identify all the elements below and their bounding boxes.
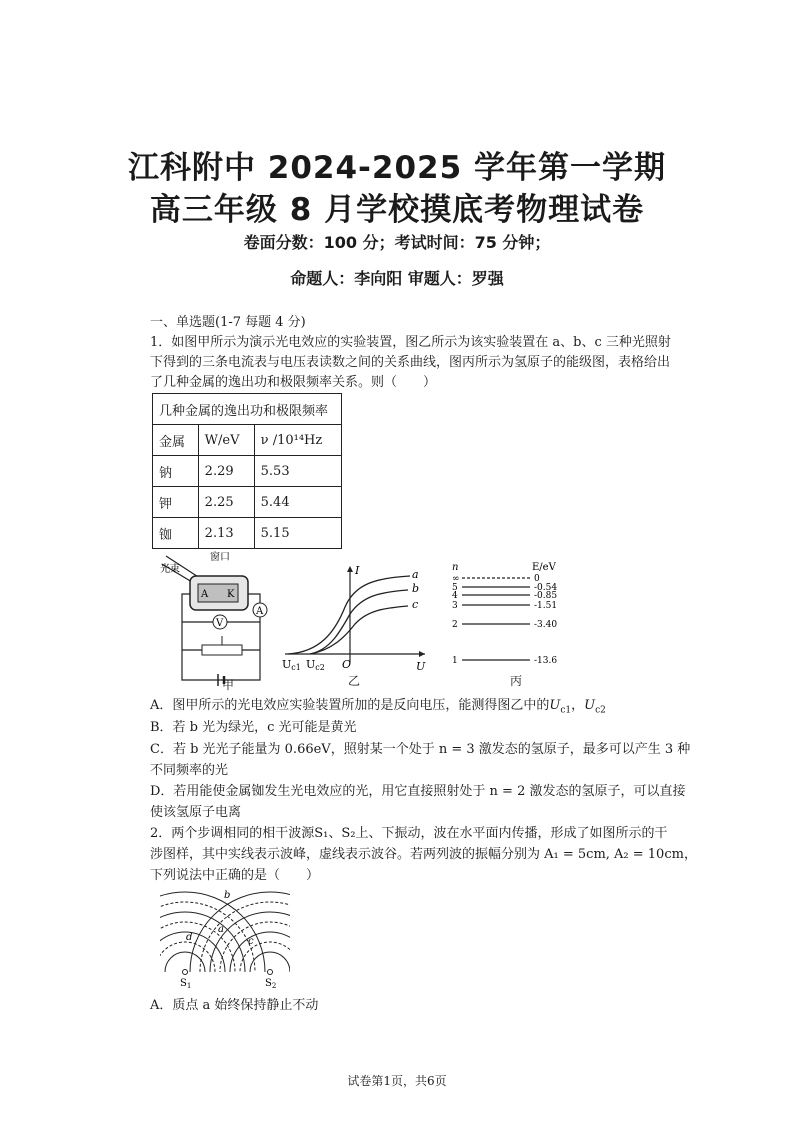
col-e-label: E/eV: [532, 562, 556, 573]
q1-stem-line1: 1．如图甲所示为演示光电效应的实验装置，图乙所示为该实验装置在 a、b、c 三种光照射: [150, 335, 671, 350]
window-label: 窗口: [210, 552, 230, 563]
authors-info: 命题人：李向阳 审题人：罗强: [290, 269, 504, 288]
table-header-cell: 金属: [153, 425, 199, 456]
q1-option-c-line1: C．若 b 光光子能量为 0.66eV，照射某一个处于 n = 3 激发态的氢原子，最多可以产生 3 种: [150, 742, 691, 757]
energy-level-n: ∞: [452, 574, 460, 584]
anode-label: A: [201, 589, 209, 600]
table-title: 几种金属的逸出功和极限频率: [153, 394, 342, 425]
point-d-label: d: [186, 932, 193, 943]
table-row: [153, 518, 342, 549]
table-row: [153, 487, 342, 518]
table-cell: 5.44: [254, 487, 341, 518]
source-s1-dot: [183, 970, 188, 975]
x-axis-arrow: [419, 651, 425, 657]
table-cell: 2.29: [198, 456, 254, 487]
q1-option-a: A．图甲所示的光电效应实验装置所加的是反向电压，能测得图乙中的$U_{c1}$，$U_{c2}$: [150, 698, 606, 716]
energy-level-n: 4: [452, 591, 458, 601]
table-row: [153, 456, 342, 487]
energy-level-e: -0.54: [534, 583, 558, 593]
fig-yi-iu-curves: [280, 562, 430, 672]
q1-option-b: B．若 b 光为绿光，c 光可能是黄光: [150, 720, 357, 735]
curve-label-b: b: [412, 582, 420, 595]
crest-circle-s1: [160, 932, 225, 990]
q2-stem-line1: 2．两个步调相同的相干波源S₁、S₂上、下振动，波在水平面内传播，形成了如图所示的干: [150, 826, 668, 841]
fig-yi-caption: 乙: [348, 674, 361, 688]
source-s2-dot: [268, 970, 273, 975]
curve-label-a: a: [412, 568, 419, 581]
q1-stem-line2: 下得到的三条电流表与电压表读数之间的关系曲线，图丙所示为氢原子的能级图，表格给出: [150, 355, 671, 370]
ammeter-label: A: [256, 606, 264, 617]
rheostat-icon: [202, 645, 242, 655]
q1-stem-line3: 了几种金属的逸出功和极限频率关系。则（ ）: [150, 375, 437, 390]
table-cell: 5.15: [254, 518, 341, 549]
table-cell: 2.25: [198, 487, 254, 518]
source-s2-label: $S_2$: [265, 978, 277, 990]
point-b-label: b: [224, 890, 231, 901]
tick-uc2: Uc2: [306, 658, 325, 672]
fig-jia-caption: 甲: [222, 678, 235, 692]
crest-circle-s2: [190, 892, 290, 990]
point-a-label: a: [218, 924, 224, 935]
q1-option-d-line2: 使该氢原子电离: [150, 805, 242, 820]
curve-label-c: c: [412, 598, 419, 611]
table-cell: 5.53: [254, 456, 341, 487]
tick-uc1: Uc1: [282, 658, 301, 672]
q1-option-c-line2: 不同频率的光: [150, 763, 229, 778]
table-header-cell: ν /10¹⁴Hz: [254, 425, 341, 456]
energy-level-e: -13.6: [534, 656, 558, 666]
energy-level-e: -3.40: [534, 620, 558, 630]
source-s1-label: $S_1$: [180, 978, 192, 990]
crest-circle-s2: [230, 932, 290, 990]
table-header-cell: W/eV: [198, 425, 254, 456]
section-heading: 一、单选题(1-7 每题 4 分): [150, 315, 306, 330]
q1-option-d-line1: D．若用能使金属铷发生光电效应的光，用它直接照射处于 n = 2 激发态的氢原子，可以直接: [150, 784, 686, 799]
energy-level-e: -0.85: [534, 591, 558, 601]
axis-x-label: U: [416, 660, 426, 672]
fig-bing-caption: 丙: [510, 674, 523, 688]
table-cell: 铷: [153, 518, 199, 549]
exam-title-line2: 高三年级 8 月学校摸底考物理试卷: [149, 192, 645, 228]
q2-stem-line3: 下列说法中正确的是（ ）: [150, 868, 320, 883]
energy-level-e: -1.51: [534, 601, 558, 611]
energy-level-n: 1: [452, 656, 458, 666]
metal-work-function-table: [152, 393, 342, 549]
fig-bing-energy-levels: [452, 560, 582, 672]
point-c-label: c: [248, 936, 254, 947]
q2-option-a: A．质点 a 始终保持静止不动: [150, 998, 319, 1013]
col-n-label: n: [452, 562, 459, 573]
cathode-label: K: [227, 589, 235, 600]
table-header-row: [153, 425, 342, 456]
table-cell: 钠: [153, 456, 199, 487]
score-time-info: 卷面分数：100 分；考试时间：75 分钟；: [243, 233, 551, 252]
page-footer: 试卷第1页，共6页: [347, 1074, 447, 1088]
beam-label: 光束: [160, 564, 180, 575]
table-cell: 2.13: [198, 518, 254, 549]
energy-level-e: 0: [534, 574, 540, 584]
y-axis-arrow: [347, 566, 353, 572]
energy-level-n: 2: [452, 620, 458, 630]
q2-stem-line2: 涉图样，其中实线表示波峰，虚线表示波谷。若两列波的振幅分别为 A₁ = 5cm, A₂ = 10cm，: [150, 847, 697, 862]
curve-b: [310, 590, 408, 654]
voltmeter-label: V: [216, 618, 224, 629]
axis-y-label: I: [355, 564, 360, 577]
fig-jia-apparatus: [160, 550, 275, 690]
energy-level-n: 3: [452, 601, 458, 611]
energy-level-n: 5: [452, 583, 458, 593]
fig-interference-pattern: [160, 880, 290, 990]
exam-title-line1: 江科附中 2024-2025 学年第一学期: [127, 150, 666, 186]
table-cell: 钾: [153, 487, 199, 518]
origin-label: O: [342, 658, 352, 671]
